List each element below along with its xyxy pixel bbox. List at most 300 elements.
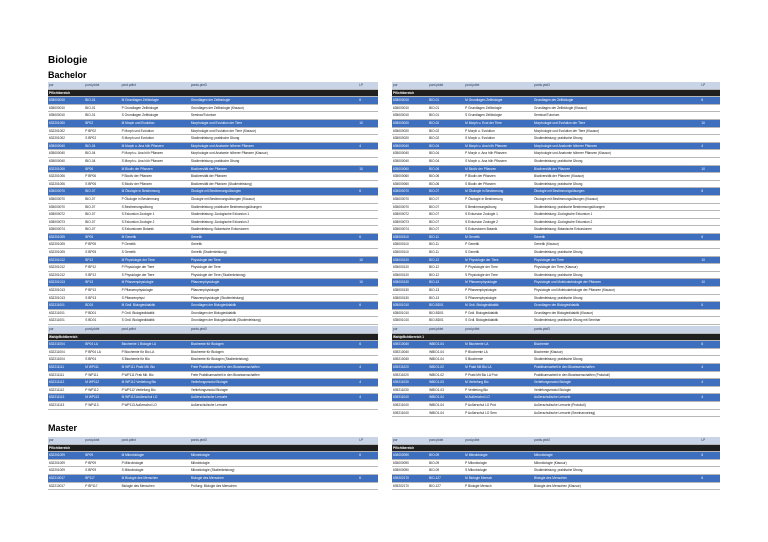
table-cell: 632211001	[48, 302, 84, 310]
table-cell: Außerschulische Lernorte (Seminarvortrag)	[533, 409, 700, 417]
table-row	[392, 348, 720, 356]
header-cell: por	[392, 82, 428, 89]
table-row	[392, 203, 720, 211]
table-cell	[358, 203, 378, 211]
table-cell: Biologie des Menschen	[190, 474, 358, 482]
table-cell: 632201006	[48, 180, 84, 188]
table-cell	[358, 459, 378, 467]
table-cell	[358, 249, 378, 257]
table-cell: WBIO1-04	[428, 356, 464, 364]
table-cell: BIO-01	[428, 104, 464, 112]
table-cell: S Pflanzenphysiologie	[464, 294, 533, 302]
table-cell: P Morph u. Evolution	[464, 127, 533, 135]
header-cell: pord.pdtxt	[121, 82, 190, 89]
table-cell: M Ökologie in Bestimmung	[464, 188, 533, 196]
table-cell: P Pflanzenphysiologie	[464, 287, 533, 295]
table-cell: WBIO1-04	[428, 394, 464, 402]
table-row	[392, 294, 720, 302]
table-cell: P Grundlagen Zellbiologie	[121, 104, 190, 112]
table-cell	[358, 371, 378, 379]
table-cell: 635000110	[392, 233, 428, 241]
table-cell: M WP111	[84, 363, 120, 371]
table-cell: 635000074	[48, 226, 84, 234]
table-cell: BIO-01	[428, 97, 464, 105]
table-cell: Studienleistung: praktische Übung	[533, 157, 700, 165]
table-cell	[533, 444, 700, 452]
table-cell: S BP02	[84, 135, 120, 143]
table-cell: P Außerschul LO Sem	[464, 409, 533, 417]
table-cell: Biodiversität der Pflanzen	[190, 165, 358, 173]
table-cell: M Biologie Mensch	[464, 474, 533, 482]
table-cell	[358, 173, 378, 181]
table-cell: BIO-02	[428, 135, 464, 143]
table-cell: S Biochemie	[464, 356, 533, 364]
table-cell: P Grdl. Biologiedidaktik	[464, 309, 533, 317]
table-cell: pords.ptxt3	[533, 326, 700, 333]
table-cell: Studienleistung: praktische Übung	[533, 294, 700, 302]
table-cell: Studienleistung: praktische Übung	[533, 180, 700, 188]
table-cell: 635000090	[392, 452, 428, 460]
table-cell: S Morph u. Ana höh Pflanzen	[121, 157, 190, 165]
module-table	[392, 437, 720, 490]
table-cell: pord.pdtxt	[121, 326, 190, 333]
table-cell: M WP113	[84, 394, 120, 402]
module-row	[48, 142, 378, 150]
table-cell: Mikrobiologie	[190, 459, 358, 467]
table-cell	[428, 444, 464, 452]
table-row	[48, 294, 378, 302]
table-row	[392, 226, 720, 234]
table-cell: P BP05	[84, 241, 120, 249]
table-cell: BIO-04	[84, 157, 120, 165]
table-cell: M WP112	[84, 379, 120, 387]
table-cell	[358, 356, 378, 364]
table-cell: S Grdl. Biologiedidaktik	[464, 317, 533, 325]
table-cell: BIO-07	[84, 188, 120, 196]
table-cell: S Genetik	[121, 249, 190, 257]
table-cell: M Morph u. Ana höh Pflanzen	[121, 142, 190, 150]
table-cell: BIO-12	[428, 271, 464, 279]
table-cell: 632211004	[48, 341, 84, 349]
table-cell: Physiologie der Tiere (Klausur)	[533, 264, 700, 272]
module-row	[48, 97, 378, 105]
table-cell	[700, 249, 720, 257]
table-cell: Genetik	[190, 241, 358, 249]
table-cell: 10	[700, 256, 720, 264]
table-cell	[700, 112, 720, 120]
table-cell: 4	[700, 394, 720, 402]
table-cell: 635000072	[392, 211, 428, 219]
table-cell: S Mikrobiologie	[464, 467, 533, 475]
table-cell: Außerschulische Lernorte	[190, 394, 358, 402]
module-table	[48, 437, 378, 490]
table-cell: P Physiologie der Tiere	[121, 264, 190, 272]
header-cell: pord.pktxt	[428, 82, 464, 89]
table-cell	[700, 317, 720, 325]
header-row	[392, 326, 720, 333]
table-cell: Außerschulische Lernorte	[533, 394, 700, 402]
table-cell: P BP04 LA	[84, 348, 120, 356]
table-cell: Grundlagen der Zellbiologie (Klausur)	[190, 104, 358, 112]
table-cell: Vertiefungsmodul Biologie	[190, 386, 358, 394]
table-cell: Grundlagen der Biologiedidaktik (Studienleistung)	[190, 317, 358, 325]
table-cell	[190, 333, 358, 341]
table-cell: Biodiversität der Pflanzen	[190, 173, 358, 181]
table-cell: S Bestimmungsübung	[464, 203, 533, 211]
table-cell: 10	[358, 165, 378, 173]
table-cell: 639211030	[392, 379, 428, 387]
table-cell: P Mikrobiologie	[464, 459, 533, 467]
table-cell: 635000120	[392, 264, 428, 272]
table-cell: M Vertiefung Bio	[464, 379, 533, 387]
header-cell: pord.pdtxt	[464, 82, 533, 89]
table-cell: WBIO1-04	[428, 409, 464, 417]
module-row	[48, 256, 378, 264]
table-cell: BIO-13	[428, 294, 464, 302]
table-cell: 639202170	[392, 482, 428, 490]
table-cell	[700, 150, 720, 158]
table-cell	[84, 444, 120, 452]
table-row	[392, 157, 720, 165]
table-cell	[700, 482, 720, 490]
table-cell: BIO-07	[428, 188, 464, 196]
table-cell: BIO-06	[428, 180, 464, 188]
table-row	[48, 241, 378, 249]
table-cell: M Ökologie in Bestimmung	[121, 188, 190, 196]
header-row	[392, 82, 720, 89]
module-row	[392, 233, 720, 241]
table-cell: S Morph und Evolution	[121, 135, 190, 143]
table-cell: Biochemie für Biologen	[190, 348, 358, 356]
table-row	[48, 401, 378, 409]
table-cell: BIO-12	[428, 256, 464, 264]
table-cell: Mikrobiologie (Studienleistung)	[190, 467, 358, 475]
table-cell: Seminar/Tutorium	[190, 112, 358, 120]
table-cell: BP02	[84, 119, 120, 127]
table-cell	[358, 482, 378, 490]
table-cell	[121, 89, 190, 97]
table-row	[48, 226, 378, 234]
table-cell: M Genetik	[121, 233, 190, 241]
table-cell: 635000130	[392, 287, 428, 295]
module-row	[392, 119, 720, 127]
module-row	[392, 452, 720, 460]
table-cell: BIO-09	[428, 452, 464, 460]
header-row	[48, 437, 378, 444]
module-table	[48, 326, 378, 410]
table-cell	[358, 444, 378, 452]
table-cell: 635000073	[392, 218, 428, 226]
table-cell: S Pflanzenphysi	[121, 294, 190, 302]
table-cell: 635000010	[48, 97, 84, 105]
section-row	[48, 89, 378, 97]
table-cell	[358, 309, 378, 317]
table-cell: Wahlpflichtbereich 1	[392, 333, 428, 341]
module-row	[48, 233, 378, 241]
table-cell	[700, 371, 720, 379]
table-cell: WBIO1-04	[428, 341, 464, 349]
table-cell: 635000020	[392, 127, 428, 135]
table-cell: 632211004	[48, 348, 84, 356]
table-cell: BIO-BD01	[428, 317, 464, 325]
table-cell: 635000010	[48, 112, 84, 120]
table-row	[48, 127, 378, 135]
table-cell: 635000020	[392, 119, 428, 127]
table-cell	[700, 127, 720, 135]
table-cell	[700, 467, 720, 475]
table-cell: P Mikrobiologie	[121, 459, 190, 467]
table-cell: P Ökologie in Bestimmung	[464, 195, 533, 203]
table-row	[392, 104, 720, 112]
table-cell: WBIO1-03	[428, 379, 464, 387]
header-cell: pord.pdtxt	[121, 437, 190, 444]
table-cell: 632201013	[48, 294, 84, 302]
table-cell: Ökologie mit Bestimmungsübungen (Klausur)	[533, 195, 700, 203]
module-row	[392, 474, 720, 482]
table-cell: BIO-01	[84, 97, 120, 105]
table-cell: P Biodiv der Pflanzen	[121, 173, 190, 181]
table-cell: P BP13	[84, 287, 120, 295]
table-cell: 632211111	[48, 363, 84, 371]
table-row	[48, 150, 378, 158]
table-cell: M WP111 Prakt Mit. Bio	[121, 363, 190, 371]
module-row	[392, 302, 720, 310]
table-cell	[358, 241, 378, 249]
table-cell: BIO-07	[84, 218, 120, 226]
table-row	[392, 401, 720, 409]
table-row	[48, 218, 378, 226]
table-cell: WBIO1-04	[428, 401, 464, 409]
table-cell	[533, 333, 700, 341]
table-cell: S Biodiv der Pflanzen	[464, 180, 533, 188]
table-row	[48, 459, 378, 467]
table-cell: BIO-BD01	[428, 302, 464, 310]
table-cell: 635000070	[48, 195, 84, 203]
table-cell: P Prakt Mit Bio LA Prot	[464, 371, 533, 379]
table-cell: Morphologie und Evolution der Tiere	[190, 119, 358, 127]
table-cell: Morphologie und Evolution der Tiere	[533, 119, 700, 127]
table-cell: P BP06	[84, 173, 120, 181]
table-row	[392, 386, 720, 394]
table-cell: WBIO1-04	[428, 348, 464, 356]
table-cell: Genetik	[190, 233, 358, 241]
table-cell: 632210017	[48, 482, 84, 490]
table-cell: P Außerschul LO Prot	[464, 401, 533, 409]
table-cell: 635000110	[392, 249, 428, 257]
table-cell: 635000074	[392, 226, 428, 234]
table-cell: 632201002	[48, 135, 84, 143]
table-cell: Biodiversität der Pflanzen	[533, 165, 700, 173]
table-cell: Physiologie der Tiere (Studienleistung)	[190, 271, 358, 279]
table-cell: Mikrobiologie	[190, 452, 358, 460]
table-row	[392, 482, 720, 490]
table-cell: 635000060	[392, 165, 428, 173]
table-cell: 639211040	[392, 394, 428, 402]
table-cell: Genetik (Klausur)	[533, 241, 700, 249]
table-cell: Pflanzenphysiologie	[190, 287, 358, 295]
table-cell: BIO-BD01	[428, 309, 464, 317]
table-cell: P WP111	[84, 371, 120, 379]
table-cell: P Biologie Mensch	[464, 482, 533, 490]
header-cell: por	[48, 82, 84, 89]
table-cell	[358, 264, 378, 272]
table-cell: Ökologie mit Bestimmungsübungen	[190, 188, 358, 196]
table-cell: Grundlagen der Biologiedidaktik	[190, 302, 358, 310]
table-cell	[700, 326, 720, 333]
table-cell: M Morph u. Ana höh Pflanzen	[464, 142, 533, 150]
table-cell: M Pflanzenphysiologie	[464, 279, 533, 287]
table-cell: 635000130	[392, 279, 428, 287]
header-cell: pord.pktxt	[84, 437, 120, 444]
table-row	[48, 467, 378, 475]
table-cell: BIO-07	[428, 218, 464, 226]
table-cell: P WP113	[84, 401, 120, 409]
table-cell: BIO-09	[428, 459, 464, 467]
table-row	[392, 271, 720, 279]
table-cell: 635000040	[48, 157, 84, 165]
table-cell: P WP113 Außerschul LO	[121, 401, 190, 409]
table-cell: 632201013	[48, 287, 84, 295]
table-row	[48, 135, 378, 143]
table-cell: S Bestimmungsübung	[121, 203, 190, 211]
table-cell: BIO-07	[428, 203, 464, 211]
table-cell	[358, 195, 378, 203]
table-cell: Biochemie für Biologen	[190, 341, 358, 349]
table-cell	[700, 333, 720, 341]
table-cell: Physiologie der Tiere	[533, 256, 700, 264]
header-cell: pords.ptxt3	[190, 437, 358, 444]
table-cell: P Morph u. Ana höh Pflanzen	[121, 150, 190, 158]
table-cell: Außerschulische Lernorte	[190, 401, 358, 409]
table-cell: Studienleistung: praktische Übung	[533, 356, 700, 364]
table-cell: 632211001	[48, 317, 84, 325]
table-cell: P Biochemie LA	[464, 348, 533, 356]
table-row	[392, 135, 720, 143]
table-row	[392, 173, 720, 181]
header-cell: pords.ptxt3	[190, 82, 358, 89]
table-cell: 635001010	[392, 302, 428, 310]
table-cell: BIO-01	[84, 104, 120, 112]
table-cell: S BP05	[84, 249, 120, 257]
table-cell: S Exkursionen Botanik	[464, 226, 533, 234]
header-cell: LP	[700, 82, 720, 89]
table-cell: 639211040	[392, 409, 428, 417]
table-cell: M Genetik	[464, 233, 533, 241]
table-cell: S Morph u. Evolution	[464, 135, 533, 143]
table-cell: BIO-02	[428, 127, 464, 135]
table-row	[392, 409, 720, 417]
table-cell: P Biochemie für Bio LA	[121, 348, 190, 356]
table-cell: P Ökologie in Bestimmung	[121, 195, 190, 203]
table-cell: pord.pdtxt	[464, 326, 533, 333]
table-cell: 635000070	[48, 188, 84, 196]
table-cell: P Grundlagen Zellbiologie	[464, 104, 533, 112]
table-cell	[700, 89, 720, 97]
table-cell: P BP12	[84, 264, 120, 272]
table-cell: S Exkursion Zoologie 2	[121, 218, 190, 226]
table-cell: BP06	[84, 165, 120, 173]
table-cell	[700, 401, 720, 409]
table-cell: M Biodiv der Pflanzen	[121, 165, 190, 173]
table-cell	[358, 104, 378, 112]
table-row	[392, 371, 720, 379]
table-cell: Physiologie der Tiere	[190, 256, 358, 264]
table-cell: 4	[700, 142, 720, 150]
table-cell: 635000040	[48, 150, 84, 158]
table-cell: P Biodiv der Pflanzen	[464, 173, 533, 181]
table-cell: P Genetik	[464, 241, 533, 249]
table-row	[48, 157, 378, 165]
table-cell: BP04 LA	[84, 341, 120, 349]
table-cell	[700, 104, 720, 112]
header-cell: pord.pktxt	[428, 437, 464, 444]
table-cell: 632201009	[48, 459, 84, 467]
table-cell: 6	[700, 302, 720, 310]
table-cell: 632201012	[48, 256, 84, 264]
table-cell: S Grundlagen Zellbiologie	[121, 112, 190, 120]
table-cell: Physiologie und Molekularbiologie der Pflanzen	[533, 279, 700, 287]
section-title-master: Master	[48, 423, 78, 433]
table-cell: S Mikrobiologie	[121, 467, 190, 475]
table-cell: M Biochemie LA	[464, 341, 533, 349]
table-cell	[700, 264, 720, 272]
table-cell: BIO-07	[428, 195, 464, 203]
table-cell: S Biodiv der Pflanzen	[121, 180, 190, 188]
table-cell	[358, 150, 378, 158]
table-cell	[358, 348, 378, 356]
table-cell: 635000072	[48, 211, 84, 219]
table-cell: M Grdl. Biologiedidaktik	[464, 302, 533, 310]
table-cell: 639211030	[392, 386, 428, 394]
table-cell: S Morph u. Ana höh Pflanzen	[464, 157, 533, 165]
module-row	[48, 302, 378, 310]
section-row	[48, 333, 378, 341]
table-cell: 639210040	[392, 348, 428, 356]
module-table	[392, 326, 720, 417]
table-cell: S Exkursion Zoologie 1	[464, 211, 533, 219]
table-row	[48, 271, 378, 279]
module-table	[392, 82, 720, 325]
table-cell	[700, 459, 720, 467]
table-cell: Biodiversität der Pflanzen (Klausur)	[533, 173, 700, 181]
table-cell: 6	[358, 474, 378, 482]
table-cell: 4	[358, 379, 378, 387]
table-cell: M Biodiv der Pflanzen	[464, 165, 533, 173]
table-cell: Genetik	[533, 233, 700, 241]
table-cell	[358, 211, 378, 219]
table-cell: BP13	[84, 279, 120, 287]
table-cell: Grundlagen der Biologiedidaktik	[533, 302, 700, 310]
table-row	[48, 180, 378, 188]
table-cell: M WP112 Vertiefung Bio	[121, 379, 190, 387]
table-cell: BIO-13	[428, 287, 464, 295]
table-row	[48, 309, 378, 317]
module-row	[48, 279, 378, 287]
table-row	[48, 482, 378, 490]
table-row	[392, 218, 720, 226]
table-cell: 632201005	[48, 233, 84, 241]
master-right-table	[392, 437, 720, 490]
table-cell	[358, 180, 378, 188]
table-cell: pord.pktxt	[428, 326, 464, 333]
table-cell: 635000040	[48, 142, 84, 150]
table-cell: P Genetik	[121, 241, 190, 249]
table-row	[392, 127, 720, 135]
table-cell: BIO-07	[428, 211, 464, 219]
table-cell: 6	[358, 302, 378, 310]
table-cell: 632201000	[48, 119, 84, 127]
table-row	[392, 249, 720, 257]
